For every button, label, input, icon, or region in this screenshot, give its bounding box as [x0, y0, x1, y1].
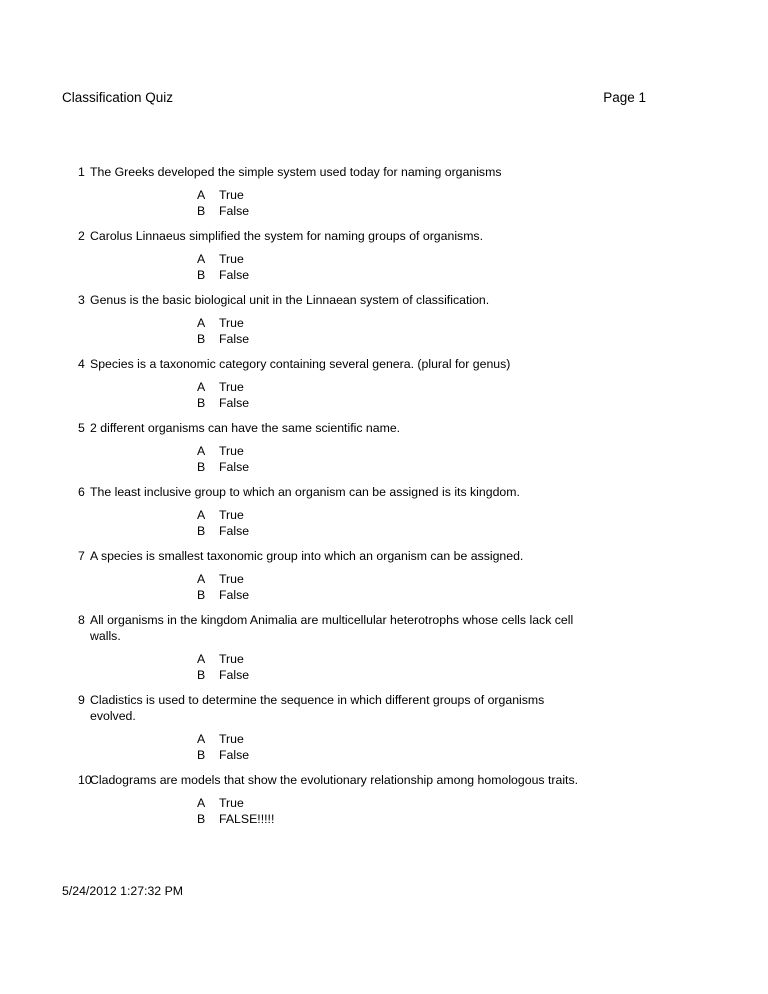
answer-options	[197, 252, 662, 283]
answer-option-text: False	[219, 395, 250, 410]
answer-options	[197, 572, 662, 603]
answer-option-text: True	[219, 732, 244, 746]
answer-option-letter: A	[197, 652, 206, 666]
answer-option[interactable]	[197, 204, 662, 220]
question-item	[62, 692, 662, 763]
page-number-label: Page 1	[603, 90, 646, 105]
question-text: Cladograms are models that show the evolutionary relationship among homologous traits.	[90, 773, 579, 787]
answer-option-letter: B	[197, 267, 206, 282]
question-item	[62, 356, 662, 411]
answer-options	[197, 316, 662, 347]
footer-timestamp: 5/24/2012 1:27:32 PM	[62, 884, 184, 898]
answer-option-text: True	[219, 252, 244, 266]
answer-option-text: True	[219, 444, 244, 458]
question-text: The Greeks developed the simple system used today for naming organisms	[90, 165, 502, 179]
question-text: Carolus Linnaeus simplified the system for naming groups of organisms.	[90, 229, 484, 243]
answer-option-letter: A	[197, 796, 206, 810]
answer-option-letter: B	[197, 203, 206, 218]
page-header	[62, 90, 646, 105]
answer-option-letter: A	[197, 444, 206, 458]
answer-option-text: False	[219, 587, 250, 602]
answer-option[interactable]	[197, 812, 662, 828]
answer-option[interactable]	[197, 316, 662, 332]
answer-option-letter: B	[197, 523, 206, 538]
answer-option-letter: A	[197, 188, 206, 202]
question-row	[62, 356, 662, 372]
answer-option-letter: A	[197, 252, 206, 266]
question-row	[62, 612, 662, 644]
answer-option-text: False	[219, 667, 250, 682]
question-text: The least inclusive group to which an organism can be assigned is its kingdom.	[90, 485, 520, 499]
answer-option-letter: B	[197, 587, 206, 602]
question-item	[62, 164, 662, 219]
question-text: A species is smallest taxonomic group into which an organism can be assigned.	[90, 549, 524, 563]
answer-option[interactable]	[197, 508, 662, 524]
question-item	[62, 420, 662, 475]
question-item	[62, 228, 662, 283]
answer-option-text: True	[219, 188, 244, 202]
question-row	[62, 292, 662, 308]
answer-option-text: False	[219, 459, 250, 474]
answer-option[interactable]	[197, 796, 662, 812]
answer-option-letter: B	[197, 395, 206, 410]
question-row	[62, 692, 662, 724]
answer-option-text: True	[219, 652, 244, 666]
question-row	[62, 228, 662, 244]
answer-option-text: False	[219, 523, 250, 538]
answer-options	[197, 732, 662, 763]
question-row	[62, 548, 662, 564]
question-text: 2 different organisms can have the same scientific name.	[90, 421, 401, 435]
answer-option-letter: A	[197, 572, 206, 586]
answer-option[interactable]	[197, 188, 662, 204]
answer-option[interactable]	[197, 572, 662, 588]
answer-option-text: False	[219, 203, 250, 218]
answer-options	[197, 796, 662, 827]
answer-option-letter: A	[197, 732, 206, 746]
answer-options	[197, 380, 662, 411]
question-number: 7	[78, 549, 85, 563]
question-row	[62, 164, 662, 180]
question-number: 8	[78, 613, 85, 627]
answer-option-letter: B	[197, 747, 206, 762]
question-number: 5	[78, 421, 85, 435]
question-number: 9	[78, 693, 85, 707]
answer-option[interactable]	[197, 252, 662, 268]
document-title: Classification Quiz	[62, 90, 174, 105]
question-row	[62, 484, 662, 500]
answer-option[interactable]	[197, 380, 662, 396]
answer-option-letter: B	[197, 667, 206, 682]
answer-option-letter: B	[197, 811, 206, 826]
answer-option[interactable]	[197, 268, 662, 284]
question-text: All organisms in the kingdom Animalia are multicellular heterotrophs whose cells lack cell walls.	[90, 613, 574, 643]
answer-options	[197, 652, 662, 683]
question-item	[62, 484, 662, 539]
answer-option[interactable]	[197, 444, 662, 460]
answer-option[interactable]	[197, 332, 662, 348]
answer-options	[197, 188, 662, 219]
answer-option-text: False	[219, 267, 250, 282]
answer-option[interactable]	[197, 668, 662, 684]
answer-options	[197, 444, 662, 475]
question-text: Genus is the basic biological unit in the Linnaean system of classification.	[90, 293, 490, 307]
answer-option[interactable]	[197, 396, 662, 412]
answer-option[interactable]	[197, 460, 662, 476]
question-number: 1	[78, 165, 85, 179]
question-number: 10	[78, 773, 92, 787]
answer-option[interactable]	[197, 732, 662, 748]
question-row	[62, 772, 662, 788]
answer-option-text: True	[219, 508, 244, 522]
answer-option-text: False	[219, 747, 250, 762]
answer-option[interactable]	[197, 524, 662, 540]
answer-option[interactable]	[197, 588, 662, 604]
question-item	[62, 612, 662, 683]
question-item	[62, 548, 662, 603]
question-number: 2	[78, 229, 85, 243]
question-number: 6	[78, 485, 85, 499]
question-row	[62, 420, 662, 436]
answer-option-text: True	[219, 796, 244, 810]
answer-option-text: True	[219, 380, 244, 394]
answer-option-text: False	[219, 331, 250, 346]
question-text: Species is a taxonomic category containing several genera. (plural for genus)	[90, 357, 511, 371]
question-number: 4	[78, 357, 85, 371]
answer-option[interactable]	[197, 652, 662, 668]
answer-option-text: True	[219, 316, 244, 330]
question-text: Cladistics is used to determine the sequence in which different groups of organisms evolved.	[90, 693, 545, 723]
question-item	[62, 292, 662, 347]
answer-option-letter: A	[197, 380, 206, 394]
answer-option-letter: B	[197, 331, 206, 346]
answer-option-text: True	[219, 572, 244, 586]
answer-option-letter: A	[197, 508, 206, 522]
question-list	[62, 164, 662, 836]
answer-option-letter: A	[197, 316, 206, 330]
question-number: 3	[78, 293, 85, 307]
answer-option-letter: B	[197, 459, 206, 474]
answer-option-text: FALSE!!!!!	[219, 811, 275, 826]
question-item	[62, 772, 662, 827]
answer-options	[197, 508, 662, 539]
answer-option[interactable]	[197, 748, 662, 764]
